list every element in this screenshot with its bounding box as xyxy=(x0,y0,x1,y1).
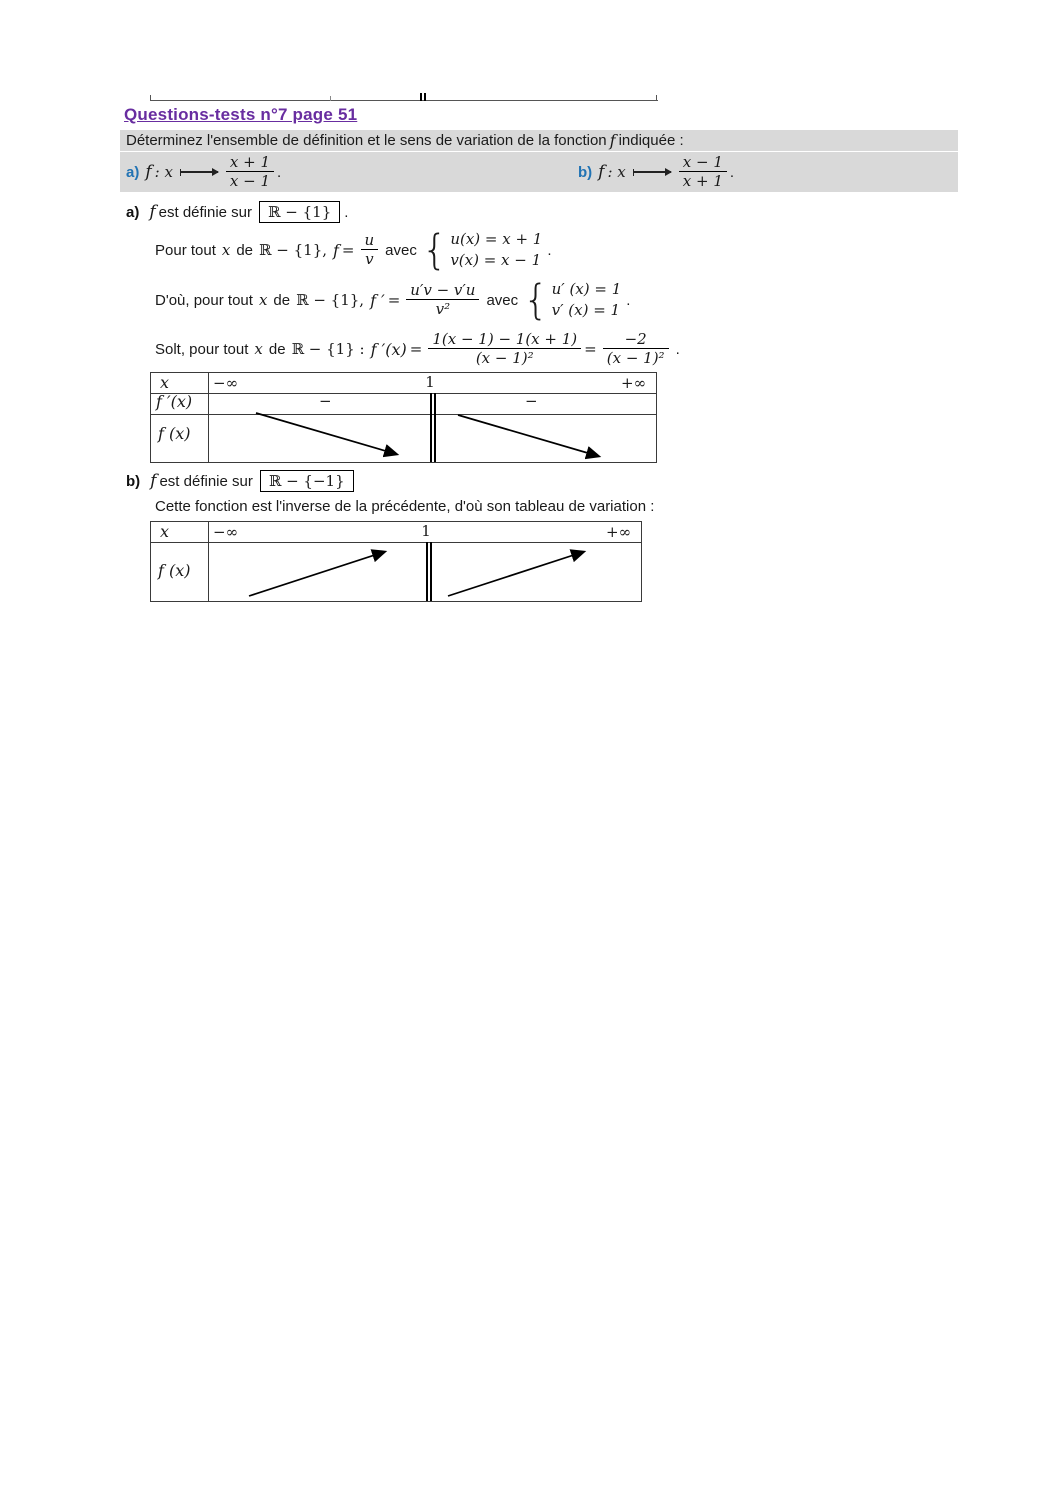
system-line-2: v′ (x) = 1 xyxy=(551,301,621,319)
numerator: −2 xyxy=(624,329,647,348)
instruction-banner xyxy=(120,130,958,151)
denominator: x − 1 xyxy=(226,171,274,191)
table-header-x: x xyxy=(160,522,170,541)
x-value-minus-infinity: −∞ xyxy=(213,374,239,392)
x-value-plus-infinity: +∞ xyxy=(606,523,632,541)
statement-a-fraction xyxy=(226,154,274,191)
rule-line xyxy=(150,100,658,101)
brace-icon: { xyxy=(523,276,549,324)
system-line-1: u′ (x) = 1 xyxy=(551,280,622,298)
increasing-arrow-right xyxy=(448,552,583,596)
equals: = xyxy=(409,340,423,358)
system-lines xyxy=(450,229,542,271)
var-f: f xyxy=(333,240,339,260)
line-dou xyxy=(155,276,630,324)
rule-double-bar-2 xyxy=(424,93,426,101)
numerator: u′v − v′u xyxy=(410,280,476,299)
denominator: x + 1 xyxy=(679,171,727,191)
solution-a-defined-text: est définie sur xyxy=(158,203,253,221)
fraction-derivative xyxy=(406,282,479,319)
table-row-label-f: f (x) xyxy=(158,561,191,580)
equals: = xyxy=(341,241,355,259)
statement-a-label: a) xyxy=(126,163,140,181)
system-u-v-primes xyxy=(523,276,622,324)
solution-b-domain-box: ℝ − {−1} xyxy=(260,470,354,492)
period: . xyxy=(675,340,680,358)
numerator: x − 1 xyxy=(682,152,723,171)
solution-b-label: b) xyxy=(126,472,141,490)
denominator: (x − 1)² xyxy=(603,348,669,368)
brace-icon: { xyxy=(421,226,448,274)
statement-a-f: f xyxy=(145,162,152,182)
denominator: v² xyxy=(406,299,479,319)
period: . xyxy=(626,291,631,309)
instruction-f: f xyxy=(609,131,616,150)
var-x: x xyxy=(258,291,268,309)
fraction-result xyxy=(603,331,669,368)
x-value-plus-infinity: +∞ xyxy=(621,374,647,392)
rule-tick-right xyxy=(656,95,657,101)
statement-b-period: . xyxy=(729,163,735,181)
fraction-expanded xyxy=(428,331,581,368)
fraction-u-v xyxy=(361,232,379,269)
var-f-prime: f ′ xyxy=(370,290,385,310)
text: D'où, pour tout xyxy=(155,291,253,309)
system-line-2: v(x) = x − 1 xyxy=(450,251,542,269)
var-x: x xyxy=(254,340,263,358)
instruction-text: Déterminez l'ensemble de définition et le sens de variation de la fonction xyxy=(126,132,607,149)
text: Solt, pour tout xyxy=(155,340,249,358)
numerator: 1(x − 1) − 1(x + 1) xyxy=(432,329,578,348)
set-expression: ℝ − {1} : xyxy=(291,340,365,358)
text: de xyxy=(273,291,291,309)
table-header-x: x xyxy=(160,373,170,392)
system-lines xyxy=(552,279,622,321)
f-prime-x: f ′(x) xyxy=(370,339,407,359)
variation-table-a xyxy=(150,372,657,463)
increasing-arrow-left xyxy=(249,552,384,596)
variation-table-b xyxy=(150,521,642,602)
solution-a-label: a) xyxy=(126,203,140,221)
x-value-minus-infinity: −∞ xyxy=(213,523,239,541)
statement-b-f: f xyxy=(598,162,605,182)
denominator: (x − 1)² xyxy=(428,348,581,368)
decreasing-arrow-right xyxy=(458,415,598,456)
numerator: x + 1 xyxy=(229,152,271,171)
solution-a-period: . xyxy=(344,203,349,221)
sign-minus-left: − xyxy=(319,392,332,410)
line-inverse: Cette fonction est l'inverse de la précédente, d'où son tableau de variation : xyxy=(155,498,655,515)
table-row-label-f-prime: f ′(x) xyxy=(156,392,193,411)
text: Pour tout xyxy=(155,241,216,259)
period: . xyxy=(547,241,552,259)
denominator: v xyxy=(361,249,379,269)
maps-to-arrow xyxy=(633,171,671,172)
instruction-text-end: indiquée : xyxy=(618,132,684,149)
maps-to-arrow xyxy=(180,171,218,172)
solution-b-f: f xyxy=(150,471,157,491)
rule-double-bar-1 xyxy=(420,93,422,101)
x-value-one: 1 xyxy=(425,373,435,391)
page-title: Questions-tests n°7 page 51 xyxy=(124,105,358,124)
equals: = xyxy=(584,340,597,358)
statement-b-fraction xyxy=(679,154,727,191)
instruction-line xyxy=(120,130,958,151)
statement-b xyxy=(578,152,734,192)
text: de xyxy=(268,340,286,358)
text-avec: avec xyxy=(486,291,519,309)
numerator: u xyxy=(364,230,375,249)
rule-tick-left xyxy=(150,95,151,101)
statement-banner xyxy=(120,152,958,192)
x-value-one: 1 xyxy=(421,522,431,540)
statement-b-colon-x: : x xyxy=(607,163,626,181)
var-x: x xyxy=(221,241,231,259)
line-pour-tout xyxy=(155,226,552,274)
solution-a-domain-box: ℝ − {1} xyxy=(259,201,340,223)
solution-a-heading xyxy=(126,199,348,225)
statement-a-colon-x: : x xyxy=(154,163,173,181)
system-line-1: u(x) = x + 1 xyxy=(450,230,543,248)
system-u-v xyxy=(421,226,543,274)
sign-minus-right: − xyxy=(525,392,538,410)
table-row-label-f: f (x) xyxy=(158,424,191,443)
set-expression: ℝ − {1}, xyxy=(296,291,365,309)
statement-b-label: b) xyxy=(578,163,593,181)
text-avec: avec xyxy=(385,241,417,259)
equals: = xyxy=(387,291,401,309)
variation-arrows xyxy=(151,373,656,462)
line-soit xyxy=(155,327,680,371)
statement-a-period: . xyxy=(277,163,282,181)
rule-tick-mid xyxy=(330,96,331,101)
variation-arrows xyxy=(151,522,641,601)
solution-b-defined-text: est définie sur xyxy=(159,472,253,490)
text: de xyxy=(236,241,254,259)
statement-a xyxy=(126,152,281,192)
solution-b-heading xyxy=(126,468,358,494)
set-expression: ℝ − {1}, xyxy=(259,241,327,259)
solution-a-f: f xyxy=(149,202,156,222)
decreasing-arrow-left xyxy=(256,413,396,454)
